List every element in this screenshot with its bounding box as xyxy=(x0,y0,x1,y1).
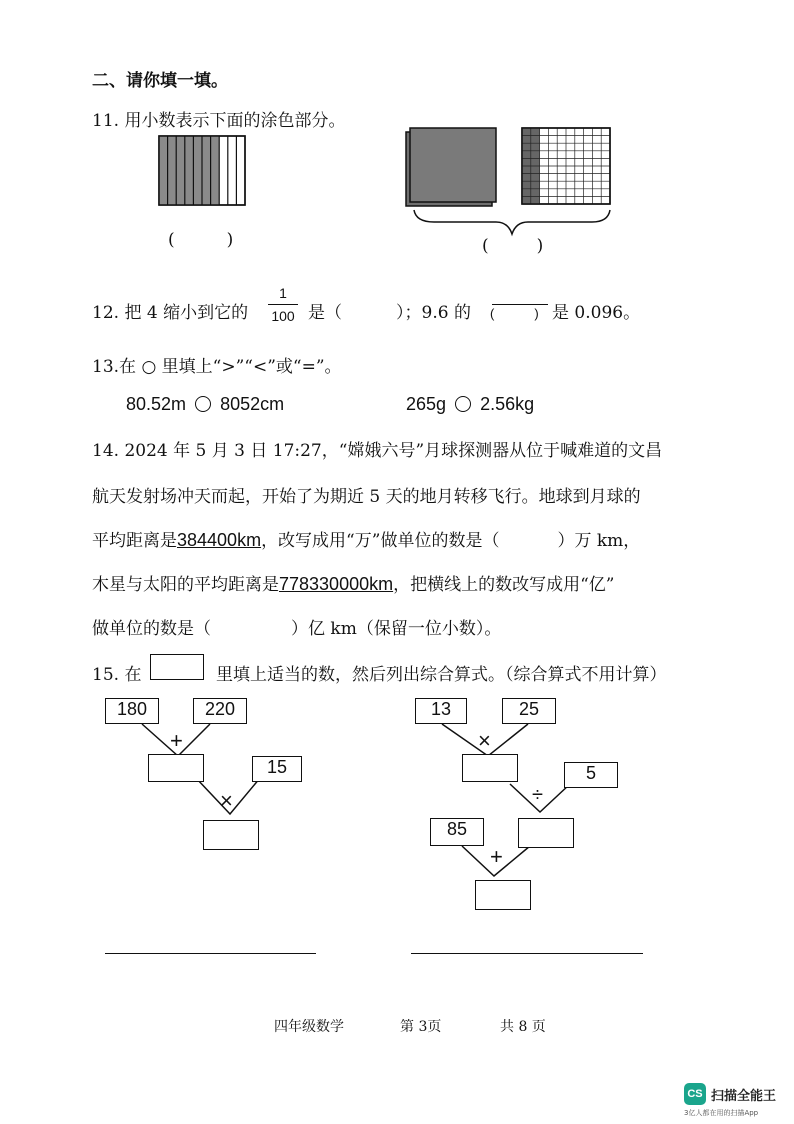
answer-paren-right: ( ) xyxy=(482,236,544,256)
right-op3: + xyxy=(490,844,503,869)
tenths-strip-figure xyxy=(158,135,248,207)
right-op2: ÷ xyxy=(532,784,543,806)
hundredths-grid xyxy=(522,128,610,204)
left-operand-b: 220 xyxy=(193,698,247,724)
right-op1: × xyxy=(478,728,491,753)
question-12-part3: ）；9.6 的 xyxy=(396,303,471,323)
right-answer-box-2[interactable] xyxy=(518,818,574,848)
right-operand-c: 5 xyxy=(564,762,618,788)
footer-total: 共 8 页 xyxy=(500,1019,546,1035)
compare-left: 80.52m 8052cm xyxy=(126,394,285,414)
question-12-part2: 是（ xyxy=(308,303,342,323)
question-12-part4: 是 0.096。 xyxy=(552,303,641,323)
question-15-part2: 里填上适当的数，然后列出综合算式。（综合算式不用计算） xyxy=(216,665,667,685)
question-15-part1: 15. 在 xyxy=(92,665,142,685)
footer-subject: 四年级数学 xyxy=(274,1019,344,1035)
compare-circle-icon[interactable] xyxy=(455,396,471,412)
blank-fraction-denominator: ( ) xyxy=(490,306,539,321)
question-12-part1: 12. 把 4 缩小到它的 xyxy=(92,303,249,323)
underlined-number: 778330000km xyxy=(279,574,394,594)
question-13-text: 13.在 ○ 里填上“>”“<”或“=”。 xyxy=(92,357,342,377)
fraction-denominator: 100 xyxy=(271,308,295,324)
left-op1: + xyxy=(170,728,183,753)
right-tree-lines xyxy=(410,696,640,896)
right-operand-b: 25 xyxy=(502,698,556,724)
fraction-bar xyxy=(268,304,298,305)
right-operand-d: 85 xyxy=(430,818,484,846)
camscanner-logo-icon: CS xyxy=(684,1083,706,1105)
question-11-text: 11. 用小数表示下面的涂色部分。 xyxy=(92,111,346,131)
compare-right: 265g 2.56kg xyxy=(406,394,535,414)
left-answer-line[interactable] xyxy=(105,953,316,954)
question-14-line4: 木星与太阳的平均距离是778330000km，把横线上的数改写成用“亿” xyxy=(92,574,615,595)
section-title: 二、请你填一填。 xyxy=(92,71,228,91)
right-answer-box-3[interactable] xyxy=(475,880,531,910)
left-operand-a: 180 xyxy=(105,698,159,724)
right-answer-line[interactable] xyxy=(411,953,643,954)
blank-fraction-bar xyxy=(492,304,548,305)
question-14-line2: 航天发射场冲天而起，开始了为期近 5 天的地月转移飞行。地球到月球的 xyxy=(92,487,641,507)
left-op2: × xyxy=(220,788,233,813)
question-14-line1: 14. 2024 年 5 月 3 日 17:27，“嫦娥六号”月球探测器从位于喊难道的文昌 xyxy=(92,441,663,461)
left-answer-box-2[interactable] xyxy=(203,820,259,850)
left-answer-box-1[interactable] xyxy=(148,754,204,782)
compare-circle-icon[interactable] xyxy=(195,396,211,412)
left-operand-c: 15 xyxy=(252,756,302,782)
right-operand-a: 13 xyxy=(415,698,467,724)
brace-icon xyxy=(414,210,610,234)
question-14-line3: 平均距离是384400km，改写成用“万”做单位的数是（ ）万 km， xyxy=(92,530,641,551)
watermark-name: 扫描全能王 xyxy=(711,1089,777,1104)
answer-paren-left: ( ) xyxy=(168,230,234,250)
fraction-numerator: 1 xyxy=(279,285,287,301)
underlined-number: 384400km xyxy=(177,530,262,550)
question-14-line5: 做单位的数是（ ）亿 km（保留一位小数）。 xyxy=(92,619,502,639)
watermark-sub: 3亿人都在用的扫描App xyxy=(684,1109,759,1117)
right-answer-box-1[interactable] xyxy=(462,754,518,782)
example-answer-box xyxy=(150,654,204,680)
footer-page: 第 3页 xyxy=(400,1019,442,1035)
